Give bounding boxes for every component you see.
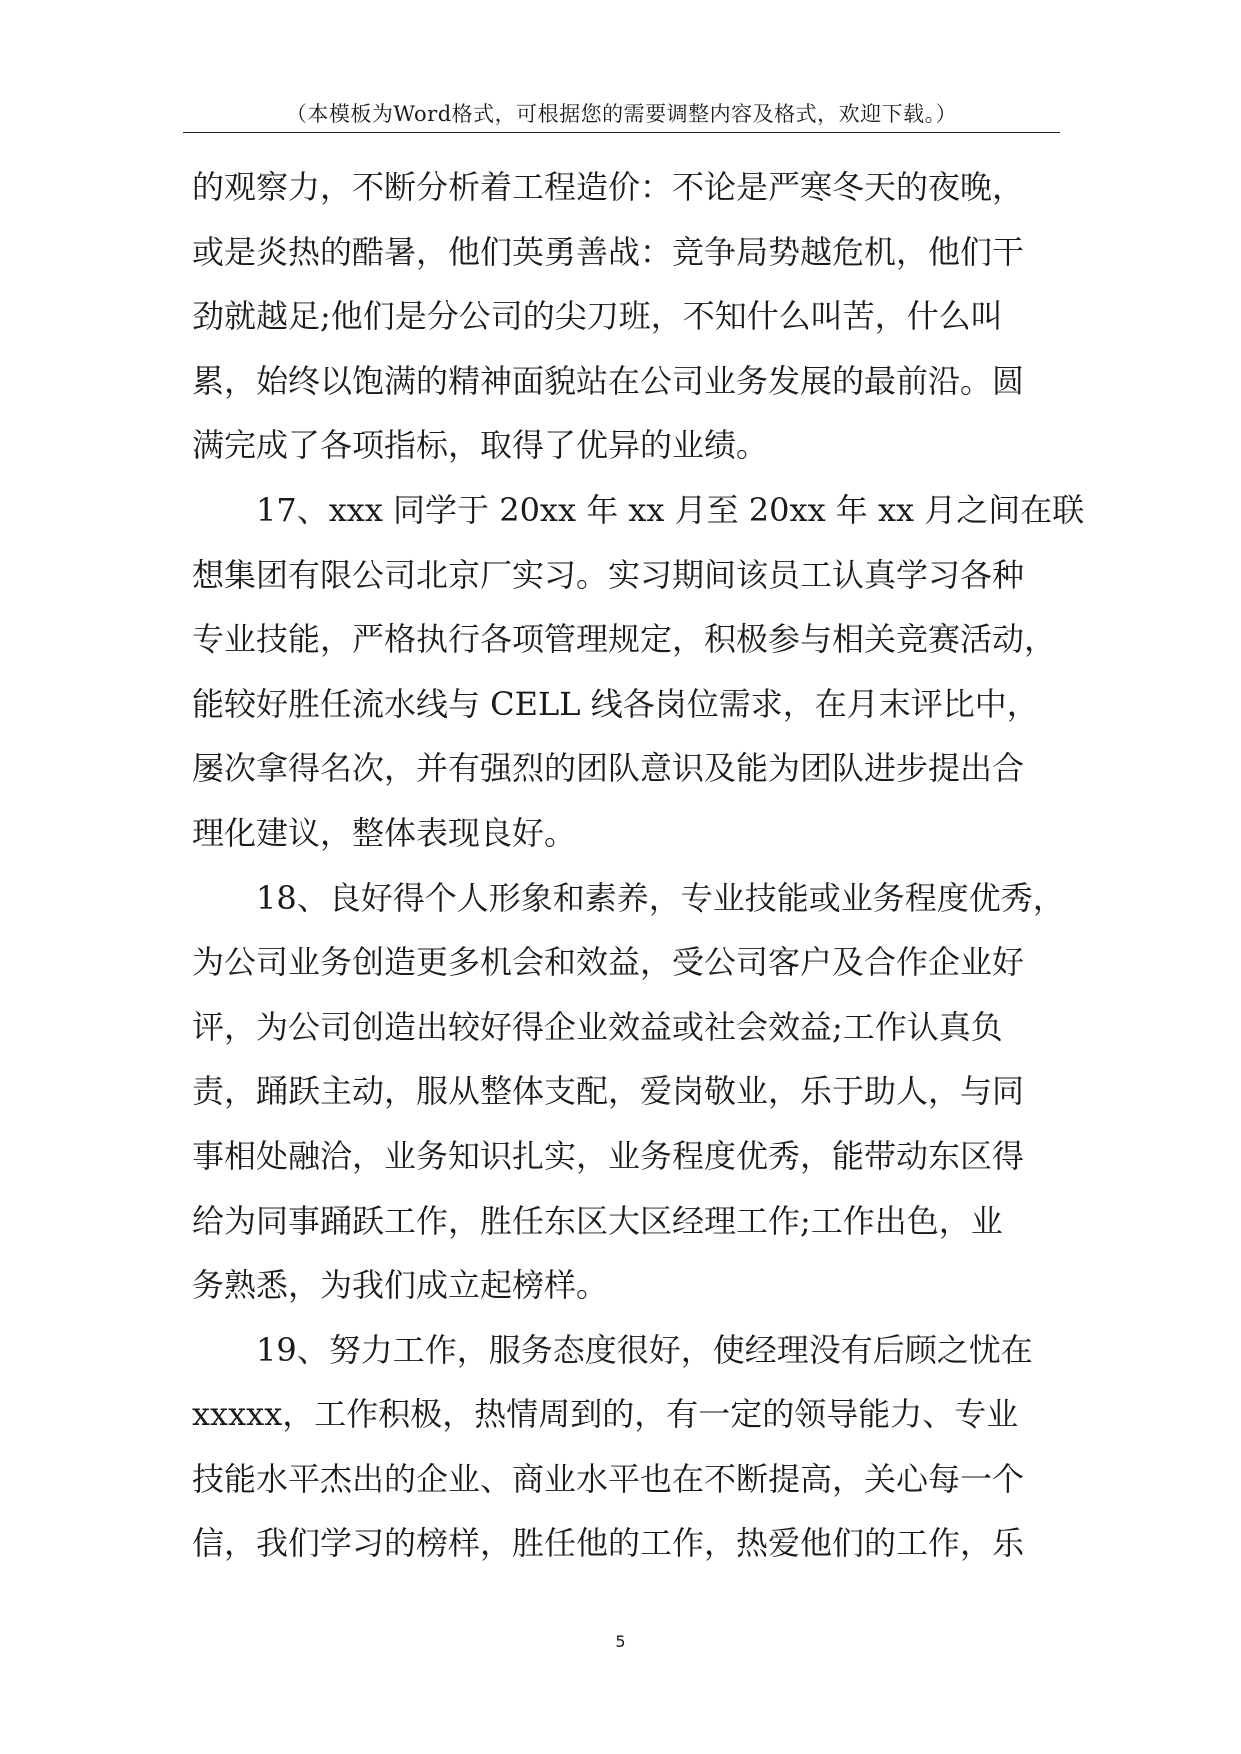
text-line: 给为同事踊跃工作，胜任东区大区经理工作;工作出色，业 bbox=[192, 1201, 1003, 1240]
text-line: 或是炎热的酷暑，他们英勇善战：竞争局势越危机，他们干 bbox=[192, 232, 1025, 271]
text-line: 屡次拿得名次，并有强烈的团队意识及能为团队进步提出合 bbox=[192, 749, 1025, 788]
paragraph-19-start: 19、努力工作，服务态度很好，使经理没有后顾之忧在 bbox=[256, 1330, 1033, 1369]
text-line: 责，踊跃主动，服从整体支配，爱岗敬业，乐于助人，与同 bbox=[192, 1072, 1025, 1111]
text-line: 技能水平杰出的企业、商业水平也在不断提高，关心每一个 bbox=[192, 1459, 1025, 1498]
text-line: 信，我们学习的榜样，胜任他的工作，热爱他们的工作，乐 bbox=[192, 1524, 1025, 1563]
paragraph-18-start: 18、良好得个人形象和素养，专业技能或业务程度优秀， bbox=[256, 878, 1065, 917]
text-line: 评，为公司创造出较好得企业效益或社会效益;工作认真负 bbox=[192, 1007, 1003, 1046]
page-number: 5 bbox=[615, 1632, 626, 1651]
text-line: 想集团有限公司北京厂实习。实习期间该员工认真学习各种 bbox=[192, 555, 1025, 594]
text-line: 劲就越足;他们是分公司的尖刀班，不知什么叫苦，什么叫 bbox=[192, 297, 1003, 336]
text-line: 的观察力，不断分析着工程造价：不论是严寒冬天的夜晚， bbox=[192, 168, 1025, 206]
text-line: 能较好胜任流水线与 CELL 线各岗位需求，在月末评比中， bbox=[192, 684, 1039, 723]
text-line: 理化建议，整体表现良好。 bbox=[192, 813, 577, 852]
text-line: 满完成了各项指标，取得了优异的业绩。 bbox=[192, 426, 769, 465]
text-line: 累，始终以饱满的精神面貌站在公司业务发展的最前沿。圆 bbox=[192, 361, 1025, 400]
document-body bbox=[192, 155, 1085, 1576]
paragraph-17-start: 17、xxx 同学于 20xx 年 xx 月至 20xx 年 xx 月之间在联 bbox=[256, 490, 1085, 529]
text-line: 为公司业务创造更多机会和效益，受公司客户及合作企业好 bbox=[192, 943, 1025, 982]
text-line: xxxxx，工作积极，热情周到的，有一定的领导能力、专业 bbox=[192, 1395, 1019, 1434]
text-line: 专业技能，严格执行各项管理规定，积极参与相关竞赛活动， bbox=[192, 620, 1057, 659]
header-divider bbox=[183, 132, 1060, 133]
template-notice: （本模板为Word格式，可根据您的需要调整内容及格式，欢迎下载。） bbox=[285, 102, 958, 126]
text-line: 事相处融洽，业务知识扎实，业务程度优秀，能带动东区得 bbox=[192, 1136, 1025, 1175]
text-line: 务熟悉，为我们成立起榜样。 bbox=[192, 1266, 609, 1305]
